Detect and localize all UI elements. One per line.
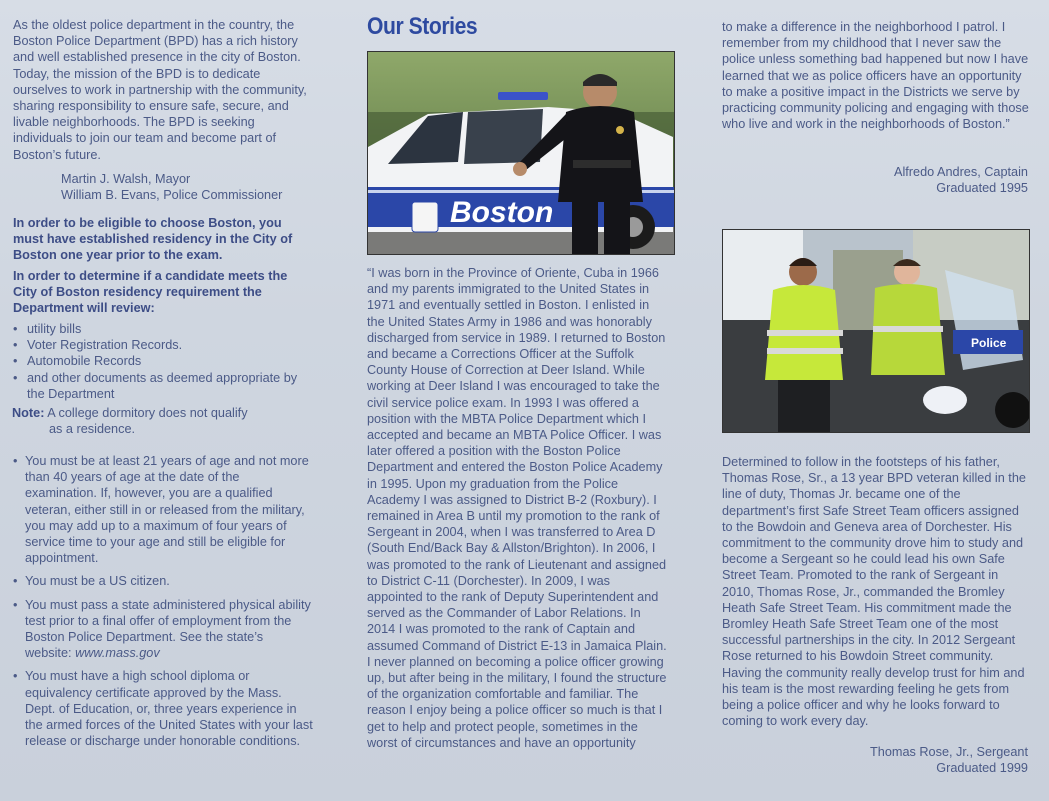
list-item: • utility bills <box>13 321 298 337</box>
car-text: Boston <box>450 196 554 229</box>
review-list <box>13 321 298 402</box>
attribution-graduated: Graduated 1999 <box>936 761 1028 776</box>
story-rose: Determined to follow in the footsteps of his father, Thomas Rose, Sr., a 13 year BPD veteran killed in the line of duty, Thomas Jr. became one of the department’s first Safe Street Team officers assigned to the Bowdoin and Geneva area of Dorchester. His commitment to the community drove him to study and become a Sergeant so he could lead his own Safe Street Team. Promoted to the rank of Sergeant in 2010, Thomas Rose, Jr., commanded the Bromley Heath Safe Street Team. His commitment made the Bromley Heath Safe Street Team one of the most successful partnerships in the city. In 2012 Sergeant Rose returned to his Bowdoin Street community. Having the community really develop trust for him and his team is the most rewarding feeling he gets from being a police officer and why he looks forward to coming to work every day. <box>722 455 1026 729</box>
website-link[interactable]: www.mass.gov <box>75 646 160 661</box>
captain-photo <box>367 51 675 255</box>
criteria-citizen: • You must be a US citizen. <box>13 573 313 589</box>
criteria-physical <box>13 597 313 662</box>
story-andres-continued: to make a difference in the neighborhood I patrol. I remember from my childhood that I never saw the police unless something bad happened but now I have learned that we as police officers have an opportunity to make a positive impact in the Districts we serve by practicing community policing and engaging with those who live and work in the neighborhoods of Boston.” <box>722 20 1029 132</box>
intro-paragraph: As the oldest police department in the country, the Boston Police Department (BPD) has a rich history and well established presence in the city of Boston. Today, the mission of the BPD is to dedicate ourselves to work in partnership with the community, sharing responsibility to ensure safe, secure, and livable neighborhoods. The BPD is seeking individuals to join our team and become part of Boston’s future. <box>13 18 307 162</box>
note-block <box>12 405 292 437</box>
signature-commissioner: William B. Evans, Police Commissioner <box>61 188 283 203</box>
attribution-name: Alfredo Andres, Captain <box>893 165 1028 179</box>
attribution-graduated: Graduated 1995 <box>936 181 1028 196</box>
residency-heading: In order to determine if a candidate meets the City of Boston residency requirement the Department will review: <box>13 269 288 316</box>
attribution-andres <box>894 164 1028 196</box>
page-title: Our Stories <box>367 13 478 40</box>
criteria-age: • You must be at least 21 years of age and not more than 40 years of age at the date of the examination. If, however, you are a qualified veteran, either still in or released from the military, you may add up to a maximum of four years of service time to your age and still be eligible for appointment. <box>13 453 313 566</box>
note-text-1: A college dormitory does not qualify <box>47 406 248 420</box>
attribution-name: Thomas Rose, Jr., Sergeant <box>870 745 1028 759</box>
note-text-2: as a residence. <box>49 422 136 437</box>
list-item: • and other documents as deemed appropriate by the Department <box>13 370 298 402</box>
list-item: • Automobile Records <box>13 353 298 369</box>
signature-mayor: Martin J. Walsh, Mayor <box>61 172 191 186</box>
officers-photo <box>722 229 1030 433</box>
criteria-education: • You must have a high school diploma or equivalency certificate approved by the Mass. Dept. of Education, or, three years experience in the armed forces of the United States with your last release or discharge under honorable conditions. <box>13 668 313 749</box>
criteria-physical-text: You must pass a state administered physical ability test prior to a final offer of employment from the Boston Police Department. See the state’s website: <box>25 597 311 661</box>
criteria-list <box>13 453 313 756</box>
note-label: Note: <box>12 406 45 420</box>
story-andres: “I was born in the Province of Oriente, Cuba in 1966 and my parents immigrated to the United States in 1971 and eventually settled in Boston. I enlisted in the United States Army in 1986 and was honorably discharged from service in 1989. I returned to Boston and became a Corrections Officer at the Suffolk County House of Correction at Deer Island. While working at Deer Island I was encouraged to take the civil service police exam. In 1993 I was offered a position with the MBTA Police Department which I accepted and became an MBTA Police Officer. I was later offered a position with the Boston Police Department and entered the Boston Police Academy in 1995. Upon my graduation from the Police Academy I was assigned to District B-2 (Roxbury). I remained in Area B until my promotion to the rank of Sergeant in 2004, when I was transferred to Area D (South End/Back Bay & Allston/Brighton). In 2006, I was promoted to the rank of Lieutenant and assigned to District C-11 (Dorchester). In 2009, I was appointed to the rank of Deputy Superintendent and served as the Commander of Labor Relations. In 2014 I was promoted to the rank of Captain and assumed Command of District E-13 in Jamaica Plain. I never planned on becoming a police officer growing up, but after being in the military, I found the structure of the organization comfortable and familiar. The reason I enjoy being a police officer so much is that I get to help and protect people, sometimes in the worst of circumstances and have an opportunity <box>367 266 667 750</box>
attribution-rose <box>870 744 1028 776</box>
eligibility-statement: In order to be eligible to choose Boston, you must have established residency in the City of Boston one year prior to the exam. <box>13 216 293 263</box>
moto-text: Police <box>971 336 1007 350</box>
list-item: • Voter Registration Records. <box>13 337 298 353</box>
signature-block <box>61 171 282 203</box>
